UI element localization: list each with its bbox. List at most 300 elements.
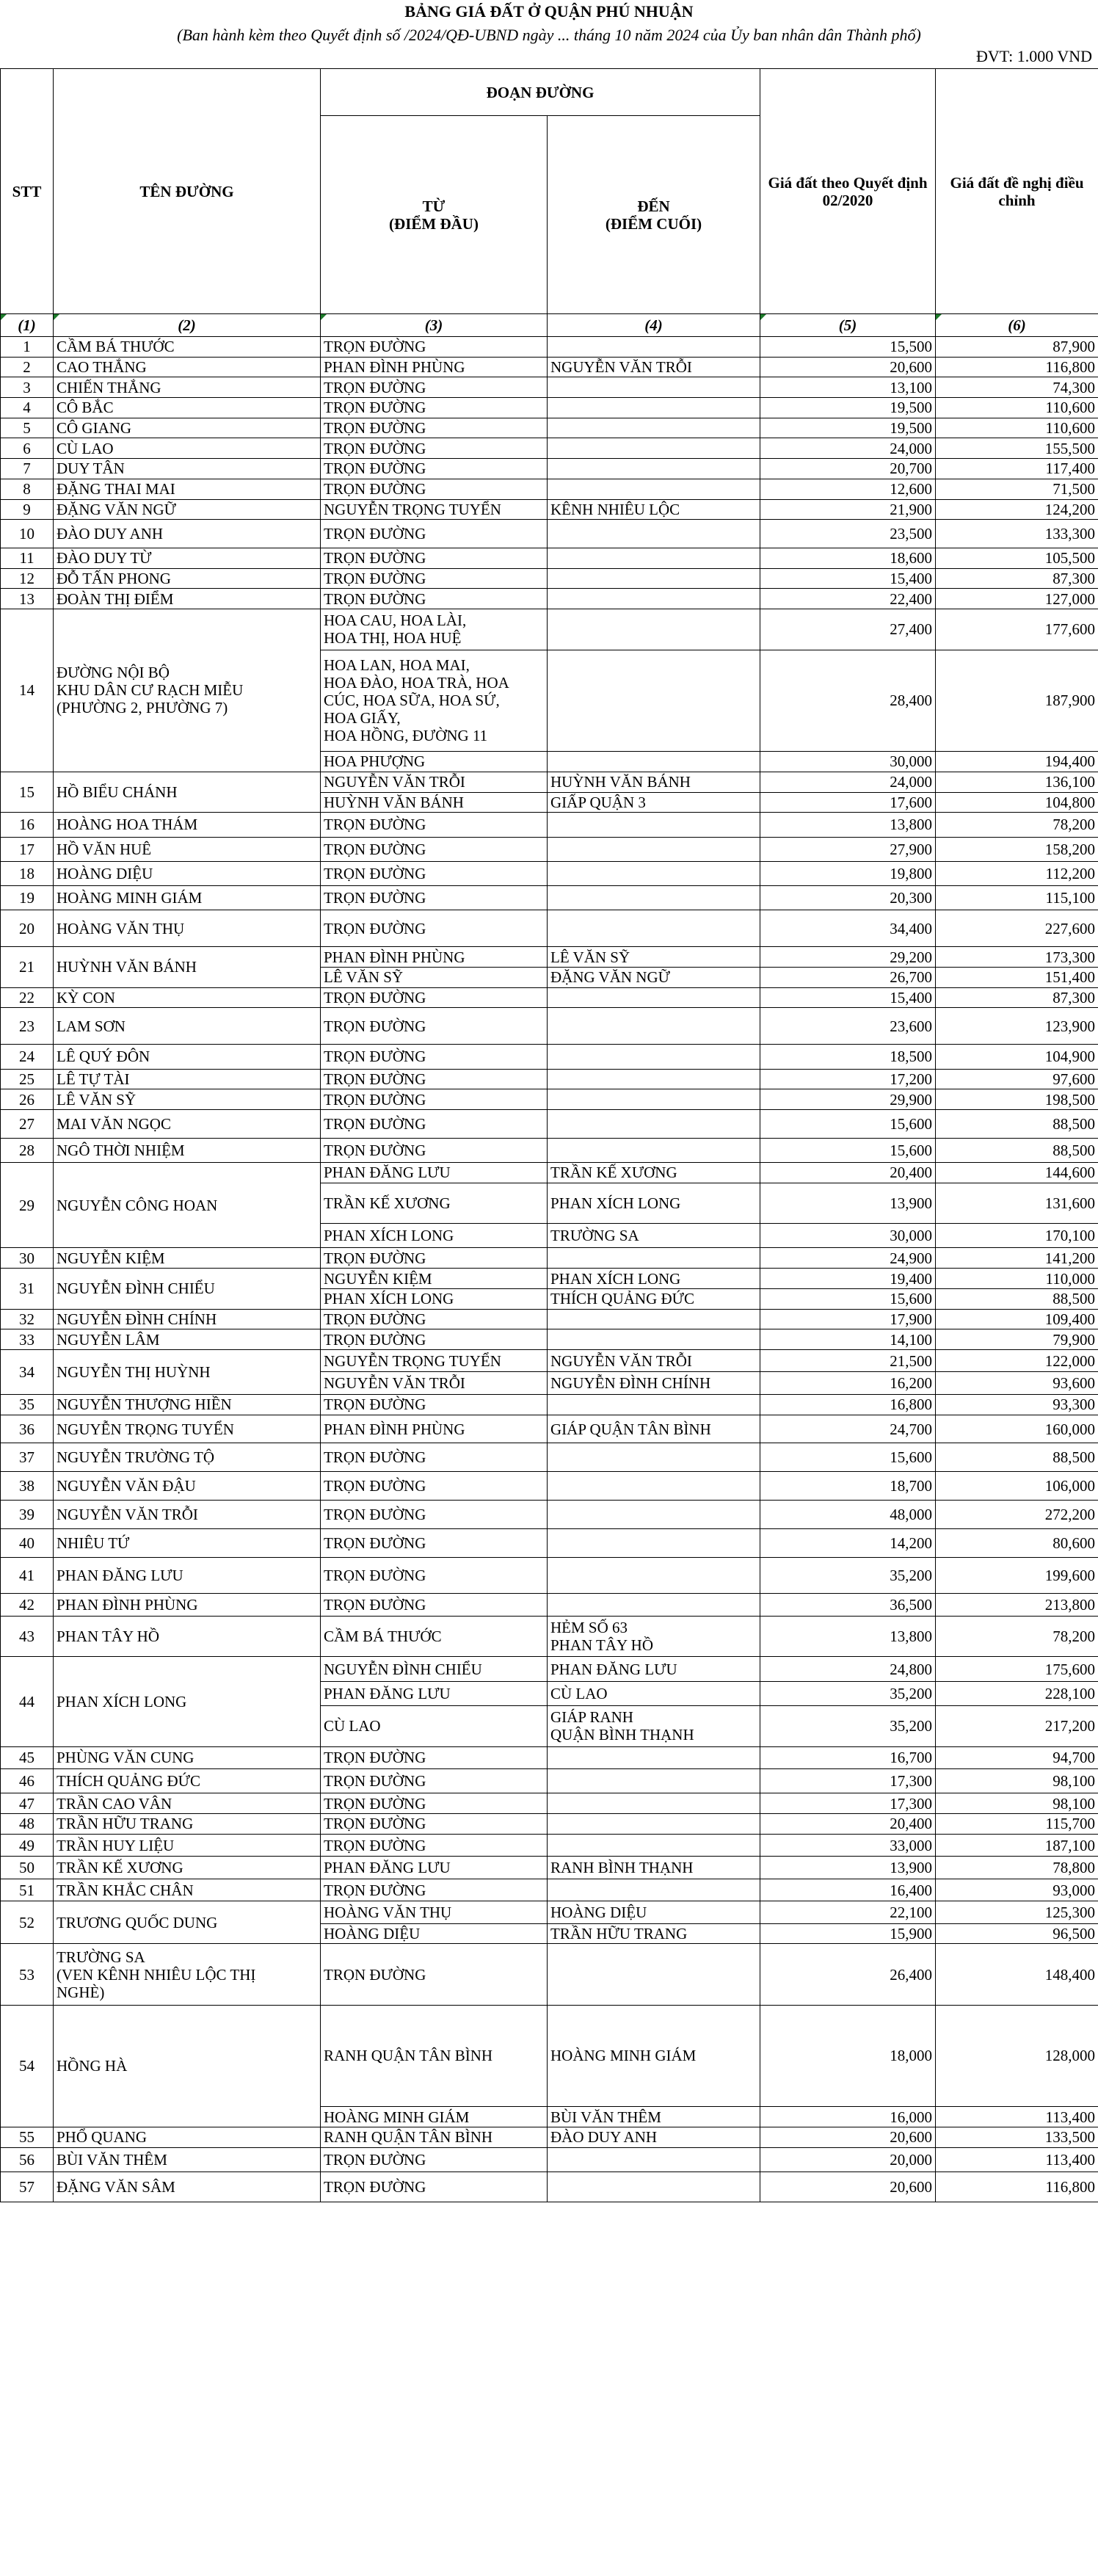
table-row: [1, 861, 1098, 885]
cell-to: [548, 609, 760, 650]
cell-street-name: NGUYỄN CÔNG HOAN: [54, 1163, 321, 1248]
cell-price-proposed: 158,200: [936, 837, 1098, 861]
cell-price-2020: 26,700: [760, 967, 936, 987]
cell-to: PHAN XÍCH LONG: [548, 1183, 760, 1224]
cell-to: KÊNH NHIÊU LỘC: [548, 499, 760, 520]
index-cell: (3): [321, 314, 548, 337]
cell-from: TRỌN ĐƯỜNG: [321, 1138, 548, 1162]
cell-from: TRỌN ĐƯỜNG: [321, 1069, 548, 1089]
index-cell: (4): [548, 314, 760, 337]
cell-street-name: HOÀNG VĂN THỤ: [54, 910, 321, 947]
cell-from: RANH QUẬN TÂN BÌNH: [321, 2127, 548, 2147]
cell-to: [548, 1944, 760, 2005]
cell-to: GIÁP QUẬN TÂN BÌNH: [548, 1415, 760, 1443]
cell-stt: 3: [1, 377, 54, 398]
cell-price-proposed: 187,900: [936, 650, 1098, 752]
cell-from: TRỌN ĐƯỜNG: [321, 418, 548, 438]
index-cell: (6): [936, 314, 1098, 337]
cell-street-name: HỒ VĂN HUÊ: [54, 837, 321, 861]
cell-to: GIẤP QUẬN 3: [548, 792, 760, 813]
cell-price-proposed: 105,500: [936, 548, 1098, 568]
cell-stt: 51: [1, 1879, 54, 1901]
cell-from: TRỌN ĐƯỜNG: [321, 520, 548, 548]
cell-price-2020: 21,500: [760, 1349, 936, 1372]
cell-price-2020: 19,500: [760, 418, 936, 438]
cell-price-2020: 13,900: [760, 1183, 936, 1224]
cell-from: TRỌN ĐƯỜNG: [321, 1109, 548, 1138]
cell-to: [548, 1309, 760, 1329]
cell-stt: 38: [1, 1472, 54, 1501]
cell-price-proposed: 187,100: [936, 1834, 1098, 1857]
cell-from: TRỌN ĐƯỜNG: [321, 1594, 548, 1617]
cell-to: [548, 1834, 760, 1857]
cell-to: [548, 418, 760, 438]
cell-street-name: ĐÀO DUY ANH: [54, 520, 321, 548]
table-row: [1, 589, 1098, 609]
table-row: [1, 1814, 1098, 1835]
cell-from: LÊ VĂN SỸ: [321, 967, 548, 987]
cell-price-2020: 24,800: [760, 1657, 936, 1681]
cell-street-name: ĐƯỜNG NỘI BỘ KHU DÂN CƯ RẠCH MIỄU (PHƯỜNG 2, PHƯỜNG 7): [54, 609, 321, 772]
cell-to: [548, 1008, 760, 1045]
cell-price-2020: 15,600: [760, 1288, 936, 1309]
cell-price-2020: 20,600: [760, 2127, 936, 2147]
cell-price-2020: 30,000: [760, 1224, 936, 1248]
cell-from: TRỌN ĐƯỜNG: [321, 2172, 548, 2202]
cell-price-proposed: 88,500: [936, 1288, 1098, 1309]
cell-stt: 46: [1, 1769, 54, 1793]
cell-price-proposed: 148,400: [936, 1944, 1098, 2005]
cell-stt: 4: [1, 398, 54, 418]
cell-marker-icon: [1, 314, 7, 320]
cell-price-2020: 26,400: [760, 1944, 936, 2005]
cell-to: [548, 520, 760, 548]
cell-to: CÙ LAO: [548, 1681, 760, 1705]
cell-to: ĐẶNG VĂN NGỮ: [548, 967, 760, 987]
cell-price-2020: 18,500: [760, 1045, 936, 1069]
cell-from: HOÀNG VĂN THỤ: [321, 1901, 548, 1924]
cell-stt: 18: [1, 861, 54, 885]
cell-to: TRẦN HỮU TRANG: [548, 1923, 760, 1944]
cell-street-name: HOÀNG DIỆU: [54, 861, 321, 885]
cell-from: TRỌN ĐƯỜNG: [321, 377, 548, 398]
table-row: [1, 1415, 1098, 1443]
cell-stt: 10: [1, 520, 54, 548]
cell-price-2020: 20,600: [760, 2172, 936, 2202]
cell-to: [548, 1793, 760, 1814]
table-row: [1, 337, 1098, 358]
cell-to: [548, 650, 760, 752]
cell-from: TRỌN ĐƯỜNG: [321, 861, 548, 885]
header-price-2020: Giá đất theo Quyết định 02/2020: [760, 69, 936, 314]
table-row: [1, 1138, 1098, 1162]
cell-to: [548, 1089, 760, 1110]
cell-stt: 6: [1, 438, 54, 459]
cell-price-2020: 48,000: [760, 1501, 936, 1529]
cell-price-proposed: 155,500: [936, 438, 1098, 459]
cell-price-proposed: 136,100: [936, 772, 1098, 792]
index-cell: (2): [54, 314, 321, 337]
cell-price-2020: 16,200: [760, 1372, 936, 1395]
cell-price-2020: 36,500: [760, 1594, 936, 1617]
cell-to: [548, 1443, 760, 1472]
cell-stt: 39: [1, 1501, 54, 1529]
cell-to: [548, 861, 760, 885]
cell-from: HOA PHƯỢNG: [321, 752, 548, 772]
cell-price-2020: 15,400: [760, 568, 936, 589]
cell-from: HUỲNH VĂN BÁNH: [321, 792, 548, 813]
cell-street-name: HUỲNH VĂN BÁNH: [54, 947, 321, 987]
cell-price-2020: 35,200: [760, 1557, 936, 1594]
cell-stt: 12: [1, 568, 54, 589]
cell-price-2020: 24,900: [760, 1248, 936, 1269]
table-row: [1, 1109, 1098, 1138]
cell-to: GIÁP RANH QUẬN BÌNH THẠNH: [548, 1706, 760, 1747]
cell-stt: 2: [1, 357, 54, 377]
cell-street-name: LAM SƠN: [54, 1008, 321, 1045]
cell-street-name: PHAN ĐĂNG LƯU: [54, 1557, 321, 1594]
cell-street-name: LÊ VĂN SỸ: [54, 1089, 321, 1110]
cell-from: TRỌN ĐƯỜNG: [321, 1501, 548, 1529]
cell-price-proposed: 194,400: [936, 752, 1098, 772]
cell-from: TRỌN ĐƯỜNG: [321, 1746, 548, 1769]
cell-price-proposed: 133,300: [936, 520, 1098, 548]
table-row: [1, 1501, 1098, 1529]
cell-from: TRỌN ĐƯỜNG: [321, 886, 548, 910]
cell-price-proposed: 116,800: [936, 357, 1098, 377]
cell-street-name: ĐÀO DUY TỪ: [54, 548, 321, 568]
column-index-row: [1, 314, 1098, 337]
cell-from: TRỌN ĐƯỜNG: [321, 1944, 548, 2005]
cell-street-name: NGUYỄN ĐÌNH CHÍNH: [54, 1309, 321, 1329]
cell-from: RANH QUẬN TÂN BÌNH: [321, 2005, 548, 2107]
table-row: [1, 947, 1098, 968]
cell-to: RANH BÌNH THẠNH: [548, 1857, 760, 1879]
cell-price-2020: 19,400: [760, 1269, 936, 1289]
cell-to: [548, 337, 760, 358]
cell-price-2020: 14,100: [760, 1329, 936, 1350]
cell-price-2020: 27,400: [760, 609, 936, 650]
cell-price-proposed: 88,500: [936, 1109, 1098, 1138]
cell-price-proposed: 228,100: [936, 1681, 1098, 1705]
cell-to: [548, 1528, 760, 1557]
cell-price-proposed: 96,500: [936, 1923, 1098, 1944]
cell-street-name: TRẦN HỮU TRANG: [54, 1814, 321, 1835]
cell-to: TRẦN KẾ XƯƠNG: [548, 1163, 760, 1183]
cell-stt: 7: [1, 459, 54, 479]
table-row: [1, 609, 1098, 650]
cell-stt: 26: [1, 1089, 54, 1110]
header-segment: ĐOẠN ĐƯỜNG: [321, 69, 760, 116]
table-row: [1, 438, 1098, 459]
cell-price-2020: 13,800: [760, 813, 936, 837]
cell-from: TRỌN ĐƯỜNG: [321, 398, 548, 418]
cell-from: CÙ LAO: [321, 1706, 548, 1747]
cell-to: [548, 459, 760, 479]
cell-from: TRỌN ĐƯỜNG: [321, 1528, 548, 1557]
cell-from: TRỌN ĐƯỜNG: [321, 1248, 548, 1269]
table-row: [1, 357, 1098, 377]
cell-from: NGUYỄN TRỌNG TUYỂN: [321, 1349, 548, 1372]
cell-street-name: HOÀNG MINH GIÁM: [54, 886, 321, 910]
cell-stt: 30: [1, 1248, 54, 1269]
cell-price-proposed: 97,600: [936, 1069, 1098, 1089]
cell-stt: 57: [1, 2172, 54, 2202]
cell-from: NGUYỄN TRỌNG TUYỂN: [321, 499, 548, 520]
document-title: BẢNG GIÁ ĐẤT Ở QUẬN PHÚ NHUẬN: [404, 2, 694, 21]
cell-to: THÍCH QUẢNG ĐỨC: [548, 1288, 760, 1309]
cell-from: TRẦN KẾ XƯƠNG: [321, 1183, 548, 1224]
cell-street-name: NGUYỄN TRỌNG TUYỂN: [54, 1415, 321, 1443]
header-price-proposed: Giá đất đề nghị điều chỉnh: [936, 69, 1098, 314]
cell-price-proposed: 94,700: [936, 1746, 1098, 1769]
cell-to: [548, 1769, 760, 1793]
cell-price-proposed: 113,400: [936, 2147, 1098, 2172]
cell-price-2020: 16,400: [760, 1879, 936, 1901]
cell-price-2020: 17,600: [760, 792, 936, 813]
cell-marker-icon: [936, 314, 942, 320]
cell-stt: 22: [1, 987, 54, 1008]
cell-price-2020: 18,700: [760, 1472, 936, 1501]
cell-from: TRỌN ĐƯỜNG: [321, 589, 548, 609]
cell-stt: 44: [1, 1657, 54, 1746]
cell-from: TRỌN ĐƯỜNG: [321, 2147, 548, 2172]
cell-price-2020: 16,000: [760, 2107, 936, 2127]
cell-from: TRỌN ĐƯỜNG: [321, 1309, 548, 1329]
cell-price-2020: 23,500: [760, 520, 936, 548]
cell-to: [548, 398, 760, 418]
cell-price-2020: 15,400: [760, 987, 936, 1008]
cell-from: PHAN ĐÌNH PHÙNG: [321, 947, 548, 968]
cell-from: TRỌN ĐƯỜNG: [321, 1394, 548, 1415]
cell-price-2020: 15,600: [760, 1109, 936, 1138]
table-row: [1, 499, 1098, 520]
cell-price-proposed: 213,800: [936, 1594, 1098, 1617]
cell-to: PHAN ĐĂNG LƯU: [548, 1657, 760, 1681]
cell-stt: 25: [1, 1069, 54, 1089]
cell-street-name: TRẦN CAO VÂN: [54, 1793, 321, 1814]
cell-price-2020: 16,800: [760, 1394, 936, 1415]
cell-price-2020: 15,900: [760, 1923, 936, 1944]
cell-from: TRỌN ĐƯỜNG: [321, 1793, 548, 1814]
table-row: [1, 1793, 1098, 1814]
cell-to: [548, 987, 760, 1008]
cell-street-name: TRƯƠNG QUỐC DUNG: [54, 1901, 321, 1944]
cell-price-proposed: 173,300: [936, 947, 1098, 968]
cell-price-2020: 29,200: [760, 947, 936, 968]
cell-to: [548, 1069, 760, 1089]
cell-street-name: TRẦN HUY LIỆU: [54, 1834, 321, 1857]
cell-stt: 36: [1, 1415, 54, 1443]
cell-stt: 33: [1, 1329, 54, 1350]
cell-to: [548, 837, 760, 861]
cell-price-2020: 12,600: [760, 479, 936, 499]
table-row: [1, 459, 1098, 479]
cell-price-proposed: 217,200: [936, 1706, 1098, 1747]
cell-to: LÊ VĂN SỸ: [548, 947, 760, 968]
cell-price-2020: 20,400: [760, 1163, 936, 1183]
cell-street-name: PHAN XÍCH LONG: [54, 1657, 321, 1746]
cell-to: [548, 1594, 760, 1617]
cell-price-proposed: 177,600: [936, 609, 1098, 650]
cell-price-2020: 16,700: [760, 1746, 936, 1769]
cell-price-2020: 24,000: [760, 438, 936, 459]
cell-from: TRỌN ĐƯỜNG: [321, 438, 548, 459]
cell-from: TRỌN ĐƯỜNG: [321, 548, 548, 568]
header-street-name: TÊN ĐƯỜNG: [54, 69, 321, 314]
cell-price-2020: 18,000: [760, 2005, 936, 2107]
cell-stt: 27: [1, 1109, 54, 1138]
cell-street-name: CÔ GIANG: [54, 418, 321, 438]
cell-stt: 54: [1, 2005, 54, 2127]
cell-price-2020: 19,500: [760, 398, 936, 418]
cell-price-2020: 22,100: [760, 1901, 936, 1924]
cell-price-proposed: 110,000: [936, 1269, 1098, 1289]
cell-marker-icon: [760, 314, 766, 320]
cell-price-2020: 23,600: [760, 1008, 936, 1045]
cell-street-name: NGUYỄN THƯỢNG HIỀN: [54, 1394, 321, 1415]
cell-to: BÙI VĂN THÊM: [548, 2107, 760, 2127]
cell-price-2020: 14,200: [760, 1528, 936, 1557]
table-row: [1, 1557, 1098, 1594]
cell-price-proposed: 131,600: [936, 1183, 1098, 1224]
cell-marker-icon: [321, 314, 327, 320]
cell-from: TRỌN ĐƯỜNG: [321, 1879, 548, 1901]
cell-street-name: HOÀNG HOA THÁM: [54, 813, 321, 837]
document-subtitle: (Ban hành kèm theo Quyết định số /2024/QĐ-UBND ngày ... tháng 10 năm 2024 của Ủy ban nhân dân Thành phố): [177, 26, 921, 44]
cell-from: TRỌN ĐƯỜNG: [321, 1834, 548, 1857]
cell-from: TRỌN ĐƯỜNG: [321, 1472, 548, 1501]
table-row: [1, 886, 1098, 910]
cell-price-2020: 24,000: [760, 772, 936, 792]
table-row: [1, 1472, 1098, 1501]
cell-price-2020: 24,700: [760, 1415, 936, 1443]
cell-stt: 1: [1, 337, 54, 358]
cell-from: PHAN XÍCH LONG: [321, 1288, 548, 1309]
cell-stt: 20: [1, 910, 54, 947]
cell-street-name: ĐẶNG VĂN NGỮ: [54, 499, 321, 520]
cell-to: [548, 548, 760, 568]
table-row: [1, 568, 1098, 589]
cell-to: HUỲNH VĂN BÁNH: [548, 772, 760, 792]
table-row: [1, 1008, 1098, 1045]
cell-stt: 48: [1, 1814, 54, 1835]
cell-from: PHAN ĐĂNG LƯU: [321, 1857, 548, 1879]
cell-street-name: CÔ BẮC: [54, 398, 321, 418]
cell-price-proposed: 87,300: [936, 568, 1098, 589]
index-cell: (5): [760, 314, 936, 337]
table-row: [1, 1443, 1098, 1472]
cell-stt: 24: [1, 1045, 54, 1069]
cell-price-proposed: 87,900: [936, 337, 1098, 358]
cell-price-proposed: 122,000: [936, 1349, 1098, 1372]
cell-price-proposed: 127,000: [936, 589, 1098, 609]
cell-price-proposed: 74,300: [936, 377, 1098, 398]
table-row: [1, 377, 1098, 398]
cell-to: [548, 377, 760, 398]
cell-price-proposed: 110,600: [936, 398, 1098, 418]
cell-street-name: ĐẶNG THAI MAI: [54, 479, 321, 499]
table-row: [1, 418, 1098, 438]
table-row: [1, 2172, 1098, 2202]
cell-to: [548, 1138, 760, 1162]
cell-price-proposed: 227,600: [936, 910, 1098, 947]
cell-price-proposed: 78,200: [936, 813, 1098, 837]
cell-price-proposed: 113,400: [936, 2107, 1098, 2127]
cell-stt: 9: [1, 499, 54, 520]
table-row: [1, 2147, 1098, 2172]
cell-to: [548, 813, 760, 837]
table-row: [1, 1045, 1098, 1069]
cell-price-proposed: 78,200: [936, 1616, 1098, 1657]
cell-from: TRỌN ĐƯỜNG: [321, 1443, 548, 1472]
cell-to: [548, 1501, 760, 1529]
cell-from: TRỌN ĐƯỜNG: [321, 987, 548, 1008]
cell-price-2020: 33,000: [760, 1834, 936, 1857]
cell-from: PHAN ĐĂNG LƯU: [321, 1681, 548, 1705]
cell-to: [548, 1045, 760, 1069]
cell-street-name: ĐẶNG VĂN SÂM: [54, 2172, 321, 2202]
cell-to: [548, 479, 760, 499]
cell-stt: 56: [1, 2147, 54, 2172]
cell-to: [548, 568, 760, 589]
cell-price-2020: 20,300: [760, 886, 936, 910]
table-row: [1, 1394, 1098, 1415]
cell-from: HOA LAN, HOA MAI, HOA ĐÀO, HOA TRÀ, HOA CÚC, HOA SỮA, HOA SỨ, HOA GIẤY, HOA HỒNG, ĐƯỜNG 11: [321, 650, 548, 752]
cell-to: [548, 1472, 760, 1501]
cell-from: PHAN ĐÌNH PHÙNG: [321, 357, 548, 377]
cell-to: NGUYỄN ĐÌNH CHÍNH: [548, 1372, 760, 1395]
cell-from: HOÀNG DIỆU: [321, 1923, 548, 1944]
table-row: [1, 1616, 1098, 1657]
cell-price-proposed: 128,000: [936, 2005, 1098, 2107]
cell-street-name: NGÔ THỜI NHIỆM: [54, 1138, 321, 1162]
cell-stt: 16: [1, 813, 54, 837]
cell-price-2020: 20,600: [760, 357, 936, 377]
cell-stt: 35: [1, 1394, 54, 1415]
table-row: [1, 2127, 1098, 2147]
table-row: [1, 772, 1098, 792]
table-row: [1, 479, 1098, 499]
cell-stt: 52: [1, 1901, 54, 1944]
cell-to: NGUYỄN VĂN TRỖI: [548, 357, 760, 377]
cell-price-proposed: 87,300: [936, 987, 1098, 1008]
cell-price-proposed: 88,500: [936, 1138, 1098, 1162]
cell-to: [548, 438, 760, 459]
table-row: [1, 1349, 1098, 1372]
cell-price-proposed: 93,000: [936, 1879, 1098, 1901]
cell-to: HOÀNG DIỆU: [548, 1901, 760, 1924]
cell-from: PHAN XÍCH LONG: [321, 1224, 548, 1248]
cell-street-name: TRƯỜNG SA (VEN KÊNH NHIÊU LỘC THỊ NGHÈ): [54, 1944, 321, 2005]
cell-stt: 5: [1, 418, 54, 438]
cell-stt: 29: [1, 1163, 54, 1248]
cell-street-name: DUY TÂN: [54, 459, 321, 479]
table-row: [1, 1879, 1098, 1901]
cell-price-proposed: 78,800: [936, 1857, 1098, 1879]
cell-street-name: NGUYỄN ĐÌNH CHIỂU: [54, 1269, 321, 1309]
cell-price-proposed: 93,600: [936, 1372, 1098, 1395]
cell-price-2020: 22,400: [760, 589, 936, 609]
cell-stt: 50: [1, 1857, 54, 1879]
cell-street-name: NGUYỄN THỊ HUỲNH: [54, 1349, 321, 1394]
table-row: [1, 837, 1098, 861]
cell-from: TRỌN ĐƯỜNG: [321, 1769, 548, 1793]
cell-stt: 8: [1, 479, 54, 499]
cell-price-proposed: 104,900: [936, 1045, 1098, 1069]
table-row: [1, 987, 1098, 1008]
table-row: [1, 1163, 1098, 1183]
